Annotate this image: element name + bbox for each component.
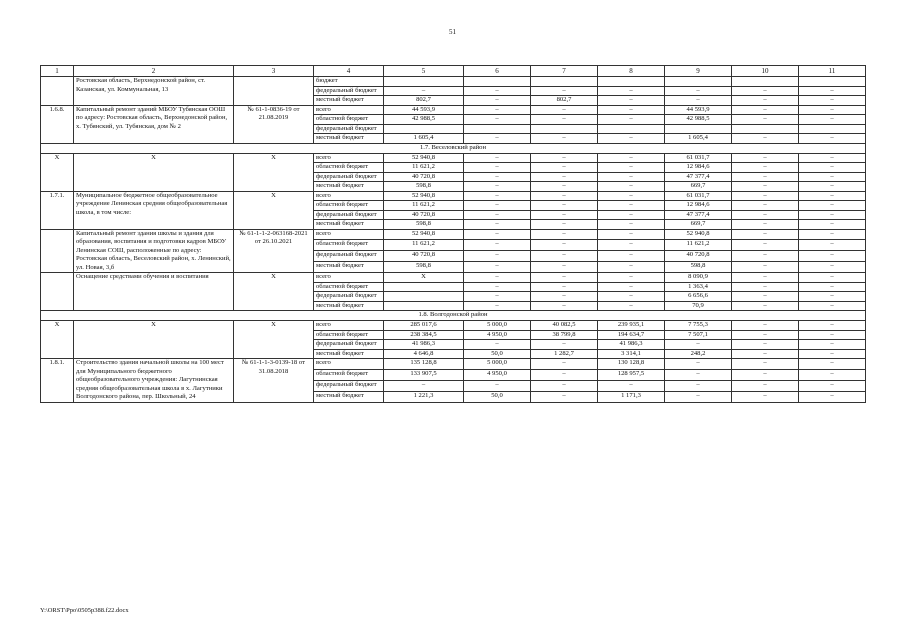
value-cell: 1 282,7 (531, 349, 598, 359)
value-cell (799, 77, 866, 87)
value-cell: – (799, 330, 866, 340)
value-cell: – (799, 359, 866, 370)
value-cell: – (732, 301, 799, 311)
value-cell: – (464, 340, 531, 350)
value-cell: – (531, 391, 598, 402)
value-cell (531, 77, 598, 87)
table-row (41, 105, 866, 115)
value-cell: 598,8 (384, 220, 464, 230)
value-cell: – (464, 163, 531, 173)
item-number: 1.7.1. (41, 191, 74, 229)
value-cell: 50,0 (464, 391, 531, 402)
value-cell: 41 986,3 (598, 340, 665, 350)
value-cell: – (464, 262, 531, 273)
item-number: Х (41, 321, 74, 359)
item-name: Оснащение средствами обучения и воспитания (74, 273, 234, 311)
value-cell: 70,9 (665, 301, 732, 311)
value-cell: – (799, 391, 866, 402)
value-cell: – (598, 262, 665, 273)
value-cell: – (799, 210, 866, 220)
budget-type: федеральный бюджет (314, 210, 384, 220)
value-cell: 41 986,3 (384, 340, 464, 350)
item-number: 1.6.8. (41, 105, 74, 143)
budget-type: областной бюджет (314, 369, 384, 380)
value-cell: 50,0 (464, 349, 531, 359)
value-cell: – (799, 349, 866, 359)
value-cell (598, 124, 665, 134)
value-cell: – (464, 201, 531, 211)
column-number: 4 (314, 66, 384, 77)
value-cell: – (732, 220, 799, 230)
value-cell: – (598, 163, 665, 173)
value-cell: – (665, 340, 732, 350)
item-document: № 61-1-1-2-063168-2021 от 26.10.2021 (234, 229, 314, 273)
value-cell: – (464, 105, 531, 115)
value-cell: 3 314,1 (598, 349, 665, 359)
value-cell: 598,8 (384, 182, 464, 192)
item-number (41, 229, 74, 273)
budget-type: федеральный бюджет (314, 292, 384, 302)
value-cell: – (531, 172, 598, 182)
budget-table (40, 65, 866, 403)
item-name: Ростовская область, Верхнедонской район, ст. Казанская, ул. Коммунальная, 13 (74, 77, 234, 106)
value-cell: 12 984,6 (665, 163, 732, 173)
value-cell: – (464, 229, 531, 240)
value-cell: – (464, 301, 531, 311)
budget-type: всего (314, 191, 384, 201)
value-cell: – (732, 340, 799, 350)
value-cell: – (665, 369, 732, 380)
budget-type: федеральный бюджет (314, 380, 384, 391)
value-cell: 1 605,4 (384, 134, 464, 144)
value-cell: – (732, 262, 799, 273)
value-cell: – (732, 163, 799, 173)
section-title: 1.7. Веселовский район (41, 143, 866, 153)
budget-type: областной бюджет (314, 330, 384, 340)
value-cell: – (464, 191, 531, 201)
budget-type: областной бюджет (314, 201, 384, 211)
value-cell: – (732, 292, 799, 302)
value-cell: – (531, 86, 598, 96)
column-number: 6 (464, 66, 531, 77)
value-cell: – (531, 292, 598, 302)
value-cell: 42 988,5 (384, 115, 464, 125)
value-cell: – (732, 134, 799, 144)
value-cell: – (732, 115, 799, 125)
value-cell: – (598, 86, 665, 96)
value-cell: – (464, 172, 531, 182)
value-cell: 130 128,8 (598, 359, 665, 370)
budget-type: местный бюджет (314, 134, 384, 144)
value-cell: – (799, 240, 866, 251)
table-row (41, 321, 866, 331)
value-cell: – (732, 349, 799, 359)
budget-type: местный бюджет (314, 182, 384, 192)
item-number: Х (41, 153, 74, 191)
value-cell: 11 621,2 (384, 201, 464, 211)
value-cell: – (799, 115, 866, 125)
budget-type: местный бюджет (314, 301, 384, 311)
value-cell (384, 292, 464, 302)
budget-type: областной бюджет (314, 282, 384, 292)
column-number: 2 (74, 66, 234, 77)
value-cell: 669,7 (665, 182, 732, 192)
page-number: 51 (449, 28, 456, 36)
value-cell: 52 940,8 (384, 229, 464, 240)
value-cell: 194 634,7 (598, 330, 665, 340)
value-cell: – (732, 96, 799, 106)
value-cell: – (531, 301, 598, 311)
value-cell: 12 984,6 (665, 201, 732, 211)
value-cell: – (598, 273, 665, 283)
value-cell: – (799, 201, 866, 211)
value-cell: 285 017,6 (384, 321, 464, 331)
value-cell: 42 988,5 (665, 115, 732, 125)
value-cell: – (665, 86, 732, 96)
value-cell: – (598, 292, 665, 302)
value-cell: 11 621,2 (384, 240, 464, 251)
value-cell: – (799, 273, 866, 283)
value-cell: – (531, 191, 598, 201)
value-cell: – (799, 134, 866, 144)
value-cell: 11 621,2 (384, 163, 464, 173)
budget-type: всего (314, 273, 384, 283)
value-cell: 4 950,0 (464, 330, 531, 340)
value-cell: – (464, 96, 531, 106)
budget-type: федеральный бюджет (314, 86, 384, 96)
table-row (41, 191, 866, 201)
value-cell: – (531, 153, 598, 163)
value-cell: – (732, 330, 799, 340)
value-cell: 47 377,4 (665, 172, 732, 182)
value-cell: 8 090,9 (665, 273, 732, 283)
item-document: Х (234, 273, 314, 311)
item-document (234, 77, 314, 106)
column-number: 8 (598, 66, 665, 77)
value-cell: 40 720,8 (384, 172, 464, 182)
value-cell: – (732, 201, 799, 211)
item-name: Капитальный ремонт здания школы и здания для образования, воспитания и подготовки кадров МБОУ Ленинская СОШ, расположенные по адресу: Ростовская область, Веселовский район, х. Ленинский, ул. Новая, 3,б (74, 229, 234, 273)
value-cell: – (464, 273, 531, 283)
item-name: Строительство здания начальной школы на 100 мест для Муниципального бюджетного общеобразовательного учреждения: Лагутнинская средняя общеобразовательная школа в х. Лагутники Волгодонского района, пер. Школьный, 24 (74, 359, 234, 403)
value-cell: – (531, 273, 598, 283)
value-cell: 4 950,0 (464, 369, 531, 380)
value-cell: – (799, 105, 866, 115)
value-cell: 248,2 (665, 349, 732, 359)
value-cell: – (598, 251, 665, 262)
value-cell: 128 957,5 (598, 369, 665, 380)
value-cell: – (531, 340, 598, 350)
budget-type: местный бюджет (314, 262, 384, 273)
value-cell: 7 755,3 (665, 321, 732, 331)
item-name: Капитальный ремонт зданий МБОУ Тубянская ООШ по адресу: Ростовская область, Верхнедонской район, х. Тубянский, ул. Тубянская, дом № 2 (74, 105, 234, 143)
value-cell: 40 720,8 (665, 251, 732, 262)
value-cell: – (531, 251, 598, 262)
value-cell (598, 77, 665, 87)
value-cell: – (464, 182, 531, 192)
value-cell: – (732, 172, 799, 182)
value-cell: – (464, 115, 531, 125)
value-cell (665, 124, 732, 134)
value-cell: – (464, 251, 531, 262)
item-name: Х (74, 153, 234, 191)
value-cell (384, 124, 464, 134)
value-cell: – (799, 86, 866, 96)
budget-type: местный бюджет (314, 220, 384, 230)
value-cell: – (732, 282, 799, 292)
table-row (41, 359, 866, 370)
value-cell: – (531, 201, 598, 211)
table-header-row (41, 66, 866, 77)
table-row (41, 153, 866, 163)
value-cell: – (464, 380, 531, 391)
value-cell: – (531, 380, 598, 391)
section-row (41, 311, 866, 321)
value-cell: – (799, 251, 866, 262)
value-cell: 38 799,8 (531, 330, 598, 340)
value-cell: – (598, 240, 665, 251)
column-number: 7 (531, 66, 598, 77)
budget-type: областной бюджет (314, 163, 384, 173)
value-cell: 598,8 (665, 262, 732, 273)
value-cell: – (732, 210, 799, 220)
value-cell: – (598, 172, 665, 182)
budget-type: всего (314, 321, 384, 331)
column-number: 3 (234, 66, 314, 77)
value-cell: Х (384, 273, 464, 283)
value-cell: – (732, 153, 799, 163)
column-number: 9 (665, 66, 732, 77)
value-cell: – (598, 201, 665, 211)
budget-type: областной бюджет (314, 115, 384, 125)
value-cell: – (732, 369, 799, 380)
item-number (41, 77, 74, 106)
value-cell: – (531, 210, 598, 220)
value-cell: – (799, 301, 866, 311)
value-cell: – (799, 220, 866, 230)
value-cell: – (464, 240, 531, 251)
value-cell: 802,7 (531, 96, 598, 106)
item-number (41, 273, 74, 311)
value-cell: 40 720,8 (384, 210, 464, 220)
value-cell: 5 000,0 (464, 321, 531, 331)
column-number: 5 (384, 66, 464, 77)
value-cell: – (598, 191, 665, 201)
value-cell: – (464, 86, 531, 96)
value-cell: – (598, 105, 665, 115)
value-cell: 52 940,8 (384, 191, 464, 201)
item-document: № 61-1-0836-19 от 21.08.2019 (234, 105, 314, 143)
value-cell: 598,8 (384, 262, 464, 273)
value-cell: – (799, 292, 866, 302)
value-cell (384, 77, 464, 87)
value-cell: – (598, 182, 665, 192)
value-cell: – (531, 115, 598, 125)
value-cell: – (598, 115, 665, 125)
item-document: Х (234, 153, 314, 191)
value-cell: 1 171,3 (598, 391, 665, 402)
section-row (41, 143, 866, 153)
value-cell (464, 124, 531, 134)
value-cell: 669,7 (665, 220, 732, 230)
budget-type: всего (314, 105, 384, 115)
budget-type: федеральный бюджет (314, 124, 384, 134)
item-name: Муниципальное бюджетное общеобразовательное учреждение Ленинская средняя общеобразовательная школа, в том числе: (74, 191, 234, 229)
budget-type: местный бюджет (314, 96, 384, 106)
item-document: Х (234, 321, 314, 359)
value-cell: – (531, 220, 598, 230)
value-cell: – (665, 96, 732, 106)
value-cell (464, 77, 531, 87)
value-cell: – (799, 340, 866, 350)
column-number: 10 (732, 66, 799, 77)
value-cell: 1 363,4 (665, 282, 732, 292)
value-cell: – (799, 153, 866, 163)
file-path: Y:\ORST\Ppo\0505p388.f22.docx (40, 607, 129, 614)
value-cell: – (732, 251, 799, 262)
value-cell: – (732, 391, 799, 402)
value-cell: – (732, 240, 799, 251)
value-cell: – (598, 229, 665, 240)
value-cell: – (598, 153, 665, 163)
value-cell: – (665, 380, 732, 391)
value-cell: – (598, 210, 665, 220)
value-cell: – (598, 282, 665, 292)
value-cell: 1 221,3 (384, 391, 464, 402)
budget-type: всего (314, 153, 384, 163)
table-row (41, 229, 866, 240)
value-cell: – (531, 369, 598, 380)
value-cell: – (531, 240, 598, 251)
value-cell: – (464, 220, 531, 230)
value-cell: 61 031,7 (665, 191, 732, 201)
value-cell (531, 124, 598, 134)
value-cell (799, 124, 866, 134)
value-cell (384, 301, 464, 311)
value-cell: – (732, 182, 799, 192)
value-cell: – (665, 359, 732, 370)
budget-type: всего (314, 229, 384, 240)
value-cell: – (732, 321, 799, 331)
value-cell: – (799, 96, 866, 106)
value-cell: – (799, 262, 866, 273)
value-cell: 239 935,1 (598, 321, 665, 331)
column-number: 11 (799, 66, 866, 77)
value-cell: – (799, 191, 866, 201)
value-cell: 11 621,2 (665, 240, 732, 251)
value-cell: – (598, 96, 665, 106)
value-cell: 133 907,5 (384, 369, 464, 380)
value-cell: – (598, 301, 665, 311)
value-cell: – (464, 210, 531, 220)
value-cell: – (531, 105, 598, 115)
value-cell: 238 384,5 (384, 330, 464, 340)
value-cell: 47 377,4 (665, 210, 732, 220)
value-cell: – (732, 86, 799, 96)
value-cell: 4 646,8 (384, 349, 464, 359)
value-cell: – (732, 105, 799, 115)
value-cell (732, 124, 799, 134)
value-cell: – (531, 282, 598, 292)
value-cell: – (531, 262, 598, 273)
item-document: Х (234, 191, 314, 229)
value-cell: – (799, 380, 866, 391)
budget-type: местный бюджет (314, 391, 384, 402)
value-cell (732, 77, 799, 87)
budget-type: федеральный бюджет (314, 251, 384, 262)
budget-type: федеральный бюджет (314, 172, 384, 182)
value-cell: 1 605,4 (665, 134, 732, 144)
value-cell: – (531, 229, 598, 240)
budget-type: местный бюджет (314, 349, 384, 359)
value-cell: 6 656,6 (665, 292, 732, 302)
table-row (41, 77, 866, 87)
value-cell: – (665, 391, 732, 402)
item-document: № 61-1-1-3-0139-18 от 31.08.2018 (234, 359, 314, 403)
value-cell: – (799, 321, 866, 331)
value-cell: – (732, 229, 799, 240)
value-cell: 802,7 (384, 96, 464, 106)
value-cell: 135 128,8 (384, 359, 464, 370)
value-cell: 40 082,5 (531, 321, 598, 331)
value-cell: – (799, 369, 866, 380)
value-cell: – (732, 359, 799, 370)
value-cell: – (598, 134, 665, 144)
value-cell: – (464, 292, 531, 302)
budget-type: всего (314, 359, 384, 370)
value-cell: – (531, 134, 598, 144)
value-cell: 40 720,8 (384, 251, 464, 262)
value-cell: – (732, 273, 799, 283)
value-cell (384, 282, 464, 292)
value-cell: 5 000,0 (464, 359, 531, 370)
value-cell: – (799, 229, 866, 240)
value-cell: 52 940,8 (665, 229, 732, 240)
value-cell: – (384, 380, 464, 391)
budget-type: бюджет (314, 77, 384, 87)
value-cell: – (799, 282, 866, 292)
table-row (41, 273, 866, 283)
value-cell: – (531, 163, 598, 173)
value-cell: – (531, 359, 598, 370)
value-cell: – (464, 134, 531, 144)
value-cell: 44 593,9 (384, 105, 464, 115)
value-cell: 61 031,7 (665, 153, 732, 163)
value-cell: – (799, 172, 866, 182)
value-cell: – (799, 163, 866, 173)
value-cell: – (799, 182, 866, 192)
value-cell: 44 593,9 (665, 105, 732, 115)
item-number: 1.8.1. (41, 359, 74, 403)
column-number: 1 (41, 66, 74, 77)
budget-type: областной бюджет (314, 240, 384, 251)
value-cell: – (464, 282, 531, 292)
value-cell: – (598, 380, 665, 391)
value-cell: 52 940,8 (384, 153, 464, 163)
item-name: Х (74, 321, 234, 359)
value-cell (665, 77, 732, 87)
value-cell: – (598, 220, 665, 230)
value-cell: – (464, 153, 531, 163)
value-cell: – (531, 182, 598, 192)
value-cell: 7 507,1 (665, 330, 732, 340)
value-cell: – (384, 86, 464, 96)
value-cell: – (732, 380, 799, 391)
budget-type: федеральный бюджет (314, 340, 384, 350)
section-title: 1.8. Волгодонской район (41, 311, 866, 321)
value-cell: – (732, 191, 799, 201)
